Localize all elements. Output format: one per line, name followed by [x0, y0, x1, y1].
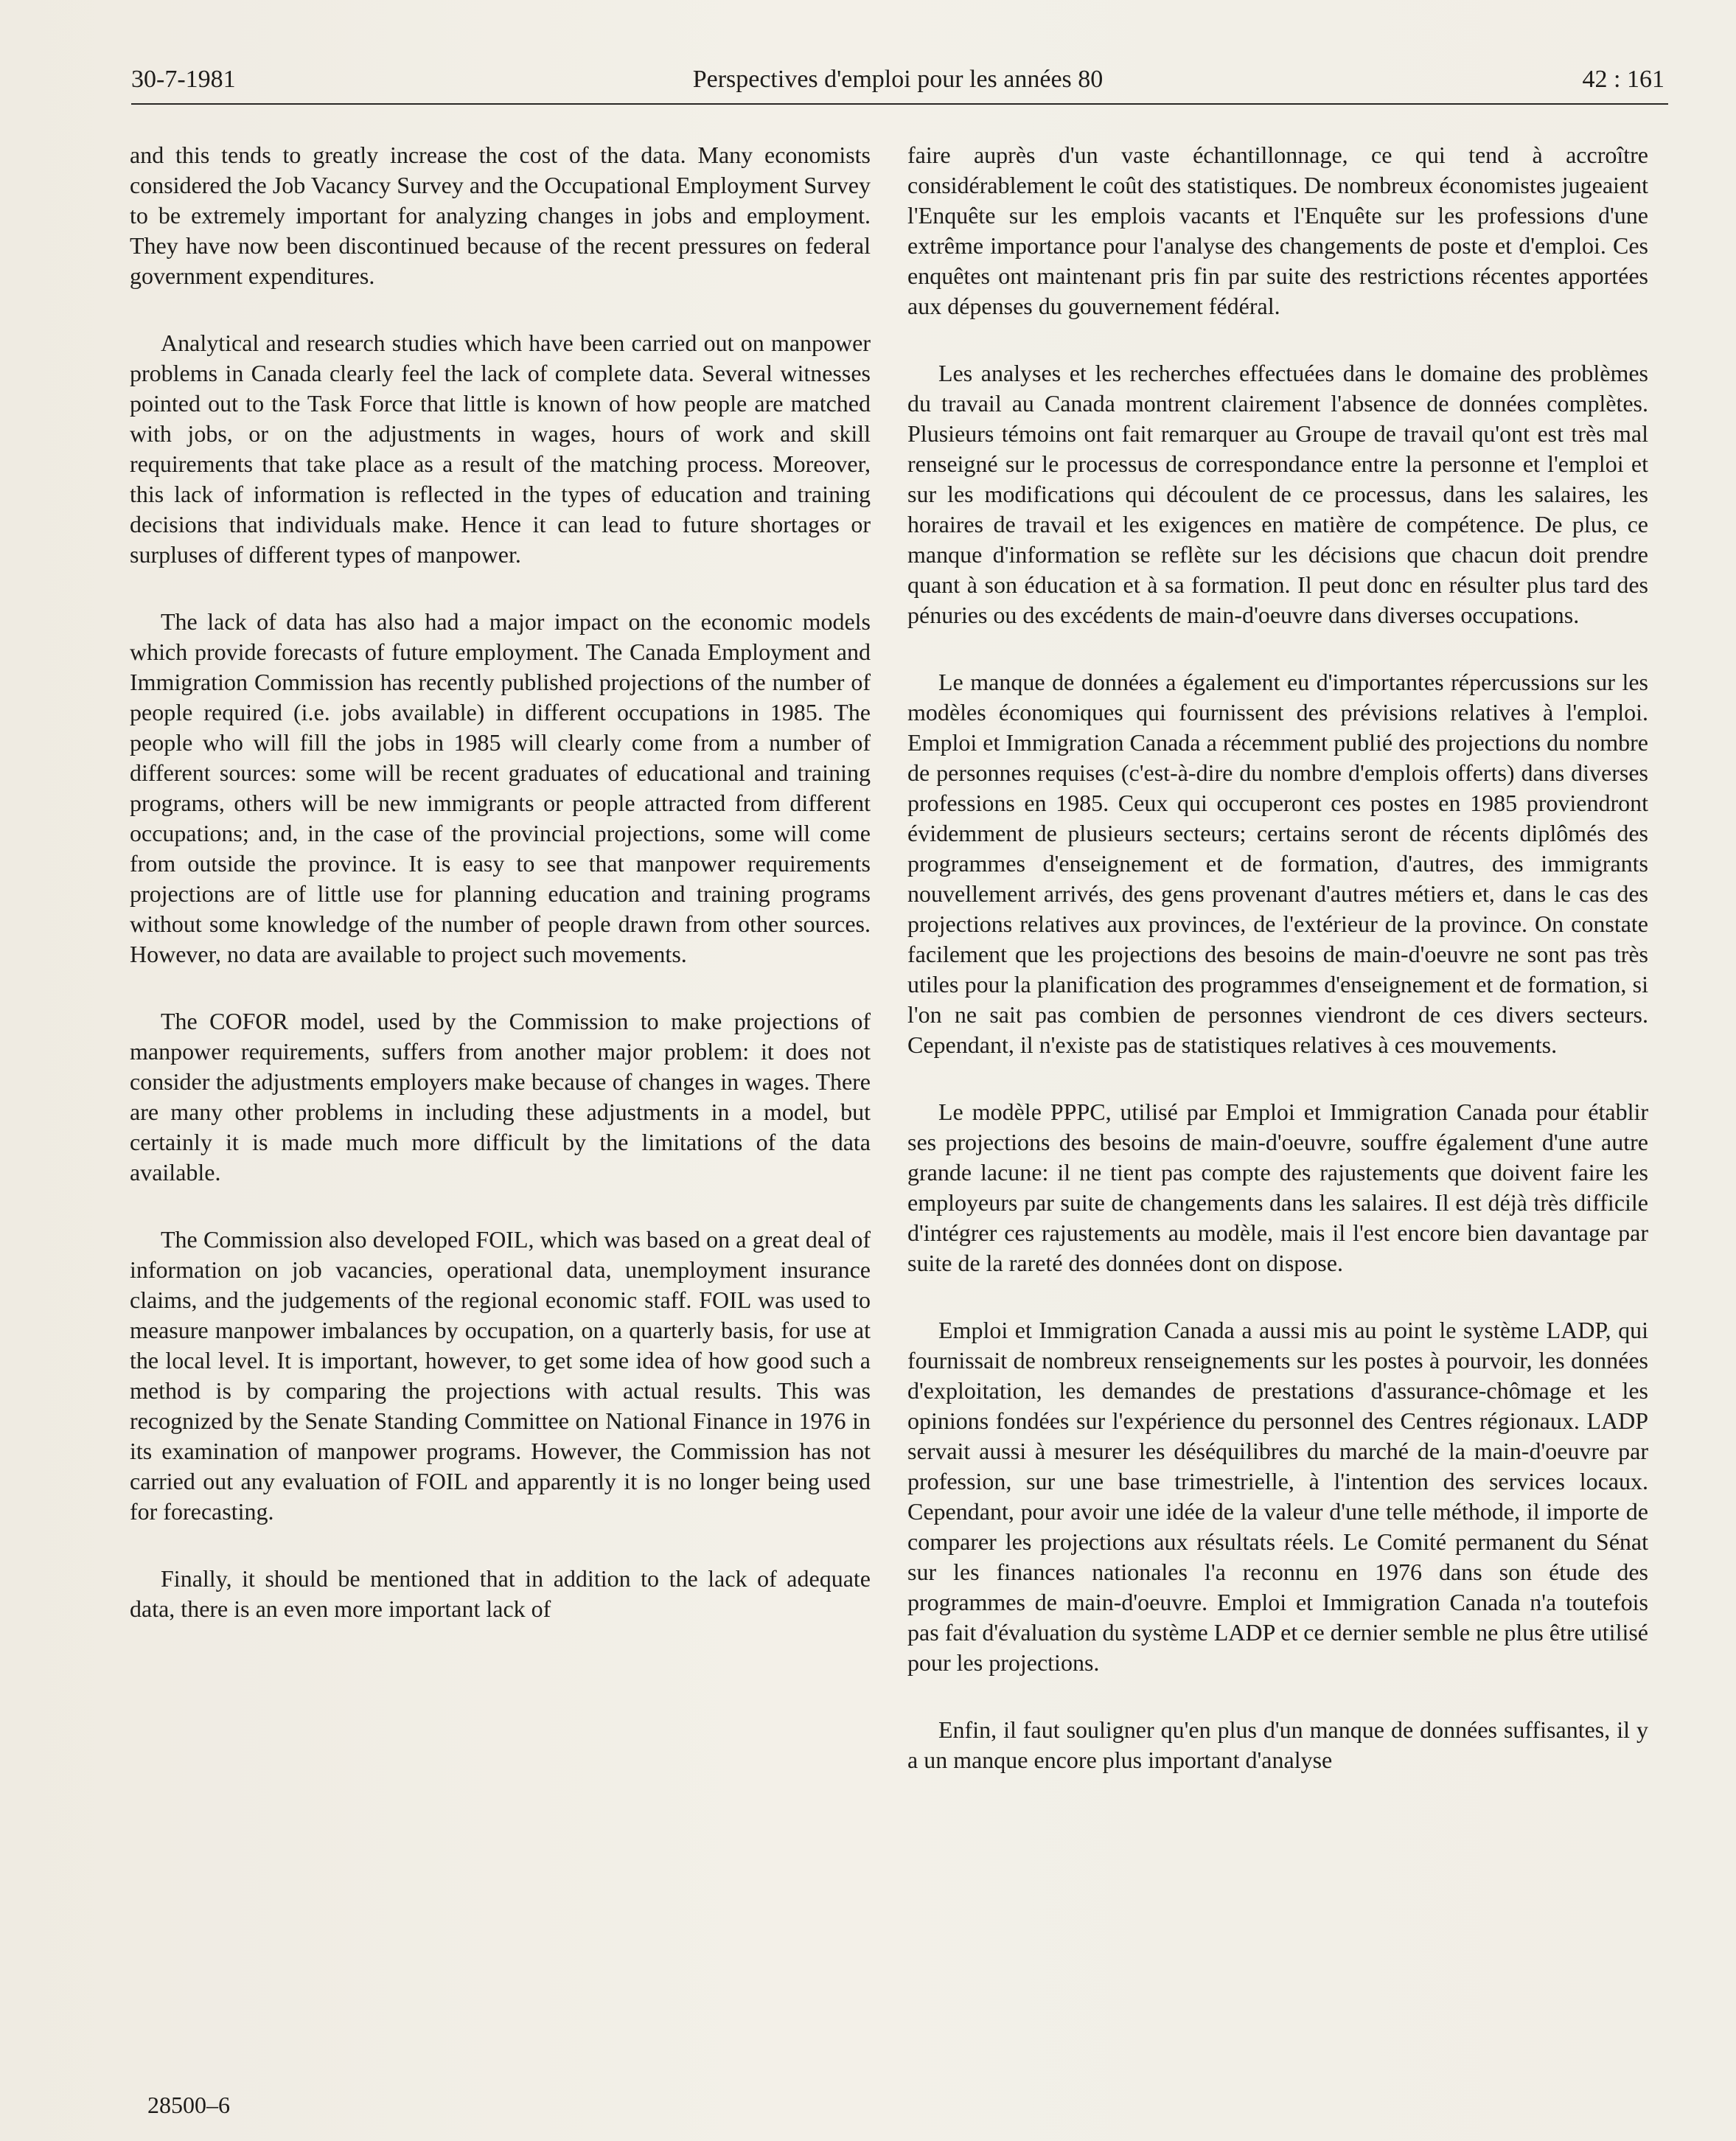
- french-paragraph-4: Le modèle PPPC, utilisé par Emploi et Immigration Canada pour établir ses projections des besoins de main-d'oeuvre, souffre également d'une autre grande lacune: il ne tient pas compte des rajustements que doivent faire les employeurs par suite de changements dans les salaires. Il est déjà très difficile d'intégrer ces rajustements au modèle, mais il l'est encore bien davantage par suite de la rareté des données dont on dispose.: [907, 1099, 1648, 1276]
- page-header: [131, 58, 1664, 102]
- header-date: 30-7-1981: [131, 66, 236, 93]
- header-rule: [131, 103, 1668, 105]
- french-paragraph-5: Emploi et Immigration Canada a aussi mis au point le système LADP, qui fournissait de nombreux renseignements sur les postes à pourvoir, les données d'exploitation, les demandes de prestations d'assurance-chômage et les opinions fondées sur l'expérience du personnel des Centres régionaux. LADP servait aussi à mesurer les déséquilibres du marché de la main-d'oeuvre par profession, sur une base trimestrielle, à l'intention des services locaux. Cependant, pour avoir une idée de la valeur d'une telle méthode, il importe de comparer les projections aux résultats réels. Le Comité permanent du Sénat sur les finances nationales l'a reconnu en 1976 dans son étude des programmes de main-d'oeuvre. Emploi et Immigration Canada n'a toutefois pas fait d'évaluation du système LADP et ce dernier semble ne plus être utilisé pour les projections.: [907, 1317, 1648, 1676]
- english-paragraph-3: The lack of data has also had a major impact on the economic models which provide forecasts of future employment. The Canada Employment and Immigration Commission has recently published projections of the number of people required (i.e. jobs available) in different occupations in 1985. The people who will fill the jobs in 1985 will clearly come from a number of different sources: some will be recent graduates of educational and training programs, others will be new immigrants or people attracted from different occupations; and, in the case of the provincial projections, some will come from outside the province. It is easy to see that manpower requirements projections are of little use for planning education and training programs without some knowledge of the number of people drawn from other sources. However, no data are available to project such movements.: [130, 608, 871, 967]
- french-paragraph-1: faire auprès d'un vaste échantillonnage, ce qui tend à accroître considérablement le coût des statistiques. De nombreux économistes jugeaient l'Enquête sur les emplois vacants et l'Enquête sur les professions d'une extrême importance pour l'analyse des changements de poste et d'emploi. Ces enquêtes ont maintenant pris fin par suite des restrictions récentes apportées aux dépenses du gouvernement fédéral.: [907, 142, 1648, 319]
- footer-code: 28500–6: [147, 2092, 230, 2118]
- english-paragraph-2: Analytical and research studies which have been carried out on manpower problems in Canada clearly feel the lack of complete data. Several witnesses pointed out to the Task Force that little is known of how people are matched with jobs, or on the adjustments in wages, hours of work and skill requirements that take place as a result of the matching process. Moreover, this lack of information is reflected in the types of education and training decisions that individuals make. Hence it can lead to future shortages or surpluses of different types of manpower.: [130, 330, 871, 568]
- english-column: [130, 140, 871, 1661]
- french-column: [907, 140, 1648, 1812]
- french-paragraph-2: Les analyses et les recherches effectuées dans le domaine des problèmes du travail au Canada montrent clairement l'absence de données complètes. Plusieurs témoins ont fait remarquer au Groupe de travail qu'ont est très mal renseigné sur le processus de correspondance entre la personne et l'emploi et sur les modifications qui découlent de ce processus, dans les salaires, les horaires de travail et les exigences en matière de compétence. De plus, ce manque d'information se reflète sur les décisions que chacun doit prendre quant à son éducation et à sa formation. Il peut donc en résulter plus tard des pénuries ou des excédents de main-d'oeuvre dans diverses occupations.: [907, 360, 1648, 628]
- header-page-ref: 42 : 161: [1582, 66, 1664, 93]
- header-title: Perspectives d'emploi pour les années 80: [692, 66, 1104, 93]
- english-paragraph-6: Finally, it should be mentioned that in addition to the lack of adequate data, there is an even more important lack of: [130, 1565, 871, 1622]
- french-paragraph-6: Enfin, il faut souligner qu'en plus d'un manque de données suffisantes, il y a un manque encore plus important d'analyse: [907, 1716, 1648, 1773]
- english-paragraph-1: and this tends to greatly increase the cost of the data. Many economists considered the Job Vacancy Survey and the Occupational Employment Survey to be extremely important for analyzing changes in jobs and employment. They have now been discontinued because of the recent pressures on federal government expenditures.: [130, 142, 871, 289]
- english-paragraph-5: The Commission also developed FOIL, which was based on a great deal of information on job vacancies, operational data, unemployment insurance claims, and the judgements of the regional economic staff. FOIL was used to measure manpower imbalances by occupation, on a quarterly basis, for use at the local level. It is important, however, to get some idea of how good such a method is by comparing the projections with actual results. This was recognized by the Senate Standing Committee on National Finance in 1976 in its examination of manpower programs. However, the Commission has not carried out any evaluation of FOIL and apparently it is no longer being used for forecasting.: [130, 1226, 871, 1525]
- english-paragraph-4: The COFOR model, used by the Commission to make projections of manpower requirements, suffers from another major problem: it does not consider the adjustments employers make because of changes in wages. There are many other problems in including these adjustments in a model, but certainly it is made much more difficult by the limitations of the data available.: [130, 1008, 871, 1186]
- french-paragraph-3: Le manque de données a également eu d'importantes répercussions sur les modèles économiques qui fournissent des prévisions relatives à l'emploi. Emploi et Immigration Canada a récemment publié des projections du nombre de personnes requises (c'est-à-dire du nombre d'emplois offerts) dans diverses professions en 1985. Ceux qui occuperont ces postes en 1985 proviendront évidemment de plusieurs secteurs; certains seront de récents diplômés des programmes d'enseignement et de formation, d'autres, des immigrants nouvellement arrivés, des gens provenant d'autres métiers et, dans le cas des projections relatives aux provinces, de l'extérieur de la province. On constate facilement que les projections des besoins de main-d'oeuvre ne sont pas très utiles pour la planification des programmes d'enseignement et de formation, si l'on ne sait pas combien de personnes viendront de ces divers secteurs. Cependant, il n'existe pas de statistiques relatives à ces mouvements.: [907, 669, 1648, 1058]
